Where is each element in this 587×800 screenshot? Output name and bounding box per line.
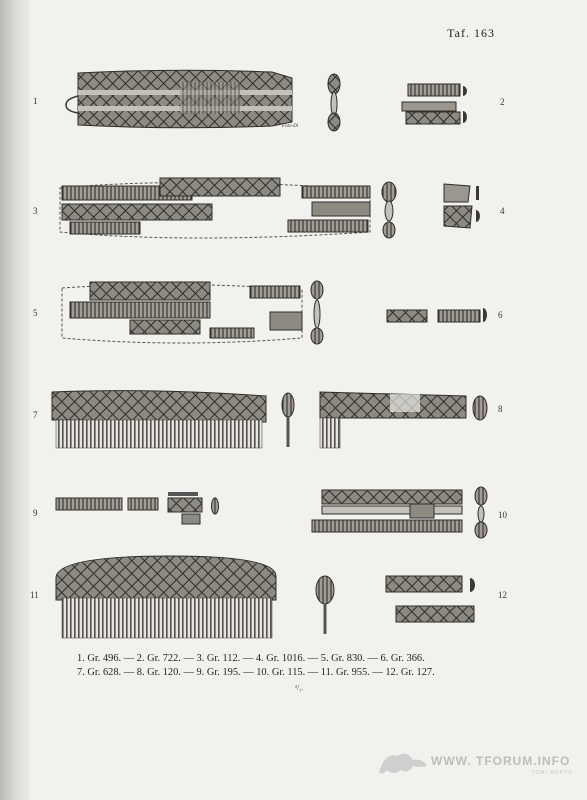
figure-1-comb-case (66, 70, 292, 128)
watermark-subtext: TOMI NOPYU (531, 770, 573, 776)
figure-6-fragments (387, 308, 487, 322)
plate-page (30, 0, 587, 800)
figure-number-4: 4 (500, 206, 505, 216)
figure-1-section (328, 74, 340, 131)
figure-11-section (316, 576, 334, 634)
figure-number-11: 11 (30, 590, 39, 600)
watermark-logo-icon (373, 746, 433, 780)
figure-8-section (473, 396, 487, 420)
scale-note: ²/₁. (295, 684, 304, 692)
plate-label: Taf. 163 (447, 26, 495, 40)
figure-12-fragments (386, 576, 475, 622)
caption-line-2: 7. Gr. 628. — 8. Gr. 120. — 9. Gr. 195. — 10. Gr. 115. — 11. Gr. 955. — 12. Gr. 127. (77, 667, 435, 678)
figure-4-fragments (444, 184, 480, 228)
figure-number-9: 9 (33, 508, 38, 518)
caption-line-1: 1. Gr. 496. — 2. Gr. 722. — 3. Gr. 112. — 4. Gr. 1016. — 5. Gr. 830. — 6. Gr. 366. (77, 653, 425, 664)
figure-11-comb (56, 556, 276, 638)
figure-number-3: 3 (33, 206, 38, 216)
figure-number-1: 1 (33, 96, 38, 106)
figure-5-comb-case (62, 282, 302, 343)
figure-5-section (311, 281, 323, 344)
book-spine-shadow (0, 0, 30, 800)
figure-9-fragments (56, 492, 219, 524)
figure-number-8: 8 (498, 404, 503, 414)
figure-number-6: 6 (498, 310, 503, 320)
figure-10-section (475, 487, 487, 538)
watermark-text: WWW. TFORUM.INFO (431, 754, 571, 768)
watermark (373, 746, 573, 786)
figure-number-10: 10 (498, 510, 507, 520)
figure-number-7: 7 (33, 410, 38, 420)
figure-7-section (282, 393, 294, 447)
photo-credit: Foto-Di (282, 124, 299, 129)
figure-number-12: 12 (498, 590, 507, 600)
figure-number-5: 5 (33, 308, 38, 318)
figure-10-comb-case (312, 490, 462, 532)
figure-3-comb-case (60, 178, 370, 238)
figure-3-section (382, 182, 396, 238)
figure-number-2: 2 (500, 97, 505, 107)
figure-2-fragments (402, 84, 467, 124)
plate-illustrations (30, 0, 587, 800)
figure-8-comb-fragment (320, 392, 466, 448)
figure-7-comb (52, 391, 266, 448)
